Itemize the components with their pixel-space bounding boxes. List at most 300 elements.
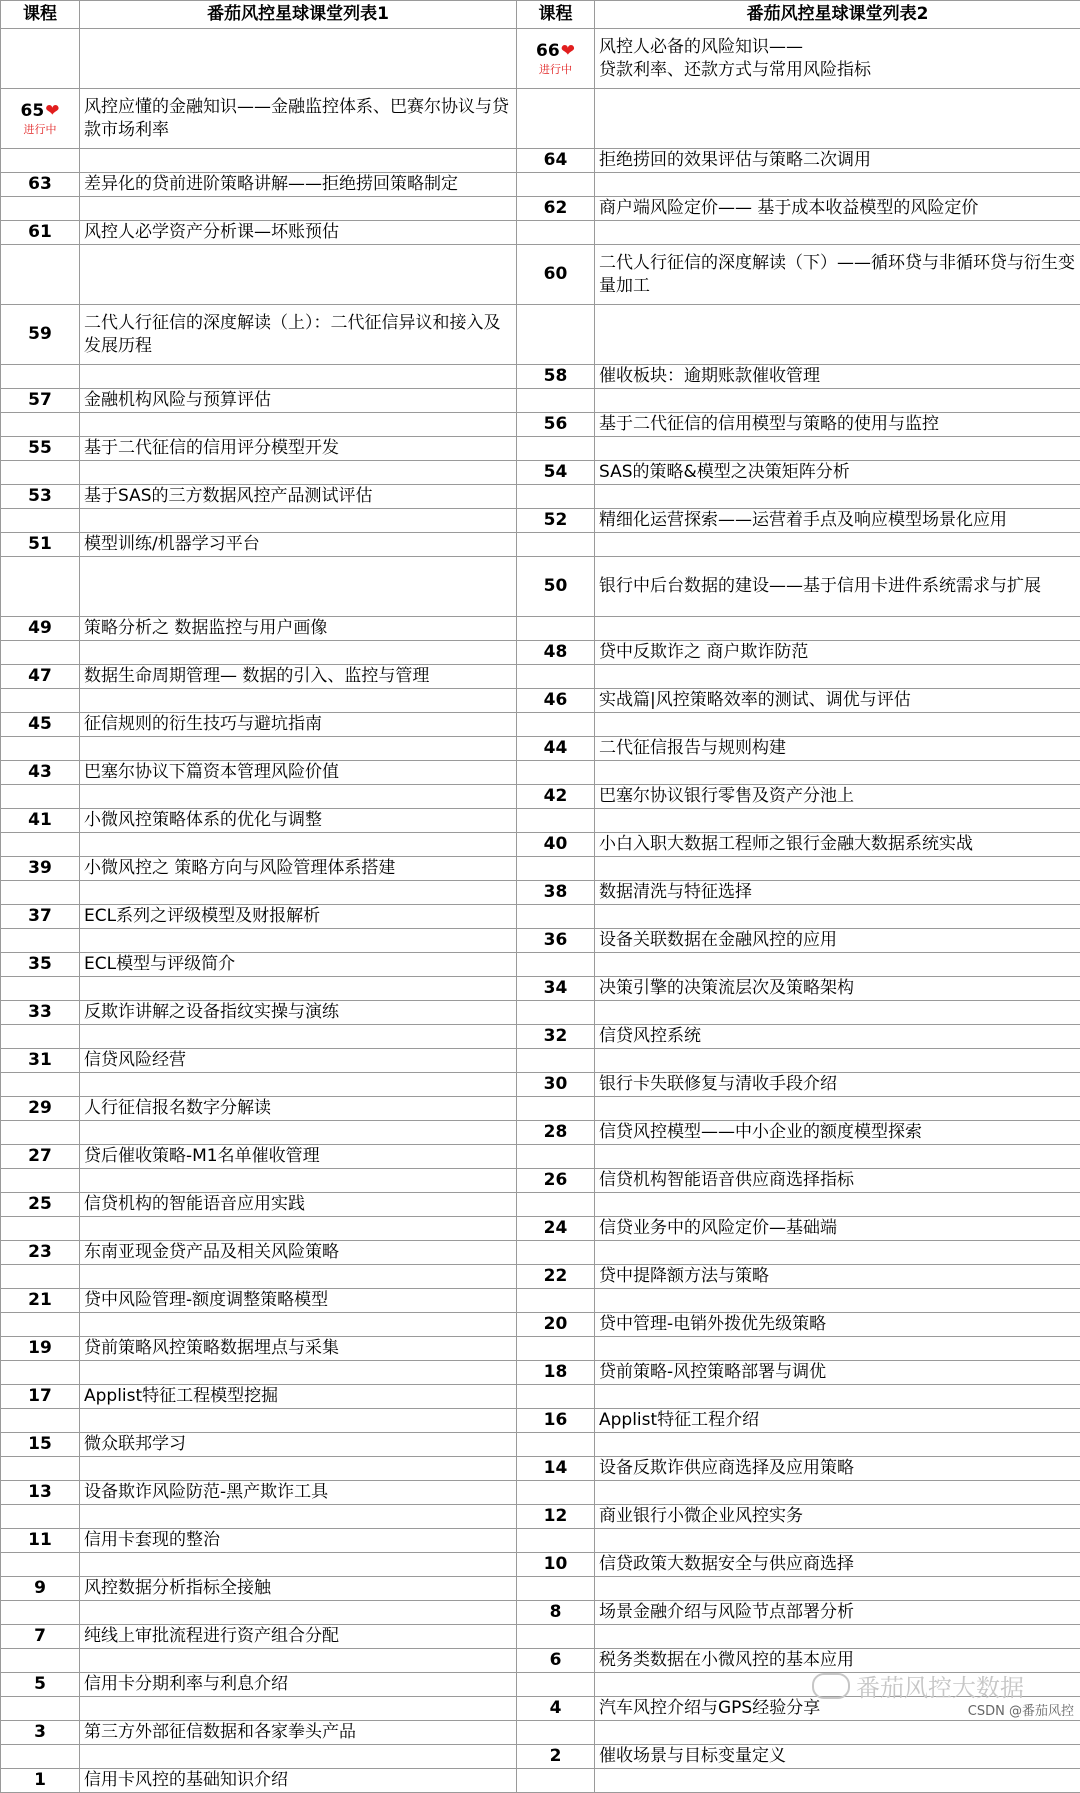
empty-cell: [595, 617, 1080, 641]
table-row: [1, 1097, 1080, 1121]
course-title: 信贷政策大数据安全与供应商选择: [595, 1553, 1080, 1577]
empty-cell: [1, 1601, 80, 1625]
empty-cell: [80, 1217, 517, 1241]
header-course-right: 课程: [517, 1, 595, 29]
empty-cell: [595, 89, 1080, 149]
empty-cell: [80, 1409, 517, 1433]
table-row: [1, 485, 1080, 509]
table-row: [1, 1481, 1080, 1505]
course-number: 8: [517, 1601, 595, 1625]
course-title: 设备关联数据在金融风控的应用: [595, 929, 1080, 953]
course-number: 4: [517, 1697, 595, 1721]
empty-cell: [517, 665, 595, 689]
header-list2-title: 番茄风控星球课堂列表2: [595, 1, 1080, 29]
empty-cell: [80, 1457, 517, 1481]
empty-cell: [517, 905, 595, 929]
table-row: [1, 173, 1080, 197]
empty-cell: [517, 1769, 595, 1793]
empty-cell: [1, 1457, 80, 1481]
course-title: 小白入职大数据工程师之银行金融大数据系统实战: [595, 833, 1080, 857]
course-title: 征信规则的衍生技巧与避坑指南: [80, 713, 517, 737]
table-row: [1, 1361, 1080, 1385]
empty-cell: [517, 1241, 595, 1265]
empty-cell: [80, 1601, 517, 1625]
empty-cell: [595, 1433, 1080, 1457]
table-row: [1, 1217, 1080, 1241]
empty-cell: [517, 1625, 595, 1649]
empty-cell: [80, 1745, 517, 1769]
course-title: 模型训练/机器学习平台: [80, 533, 517, 557]
empty-cell: [595, 857, 1080, 881]
course-number: 39: [1, 857, 80, 881]
table-row: [1, 665, 1080, 689]
course-number: 19: [1, 1337, 80, 1361]
empty-cell: [80, 1649, 517, 1673]
table-row: [1, 1601, 1080, 1625]
course-number: 63: [1, 173, 80, 197]
empty-cell: [80, 689, 517, 713]
course-title: 实战篇|风控策略效率的测试、调优与评估: [595, 689, 1080, 713]
table-row: [1, 1505, 1080, 1529]
course-number: 52: [517, 509, 595, 533]
empty-cell: [595, 437, 1080, 461]
empty-cell: [80, 413, 517, 437]
empty-cell: [595, 1241, 1080, 1265]
course-title: 巴塞尔协议银行零售及资产分池上: [595, 785, 1080, 809]
course-number: 18: [517, 1361, 595, 1385]
empty-cell: [80, 1697, 517, 1721]
table-row: [1, 557, 1080, 617]
table-row: [1, 509, 1080, 533]
table-row: [1, 389, 1080, 413]
course-title: 小微风控策略体系的优化与调整: [80, 809, 517, 833]
empty-cell: [595, 221, 1080, 245]
course-title: 信贷风控系统: [595, 1025, 1080, 1049]
course-title: 风控数据分析指标全接触: [80, 1577, 517, 1601]
course-title: 基于二代征信的信用模型与策略的使用与监控: [595, 413, 1080, 437]
course-title: 银行卡失联修复与清收手段介绍: [595, 1073, 1080, 1097]
table-row: [1, 533, 1080, 557]
course-title: 信贷业务中的风险定价—基础端: [595, 1217, 1080, 1241]
empty-cell: [1, 833, 80, 857]
course-number: 60: [517, 245, 595, 305]
table-row: [1, 245, 1080, 305]
empty-cell: [517, 809, 595, 833]
course-number: 2: [517, 1745, 595, 1769]
table-row: [1, 1193, 1080, 1217]
empty-cell: [517, 953, 595, 977]
course-title: 第三方外部征信数据和各家拳头产品: [80, 1721, 517, 1745]
course-number: 37: [1, 905, 80, 929]
heart-icon: ❤: [45, 103, 59, 120]
course-number: 33: [1, 1001, 80, 1025]
empty-cell: [595, 1097, 1080, 1121]
empty-cell: [1, 977, 80, 1001]
ongoing-status: 进行中: [539, 64, 572, 75]
course-table-body: [1, 1, 1080, 1793]
empty-cell: [517, 1193, 595, 1217]
course-title: ECL模型与评级简介: [80, 953, 517, 977]
empty-cell: [80, 1505, 517, 1529]
empty-cell: [517, 1289, 595, 1313]
empty-cell: [1, 1505, 80, 1529]
empty-cell: [595, 173, 1080, 197]
course-number: 58: [517, 365, 595, 389]
course-number: 15: [1, 1433, 80, 1457]
header-list1-title: 番茄风控星球课堂列表1: [80, 1, 517, 29]
course-number: 13: [1, 1481, 80, 1505]
empty-cell: [595, 905, 1080, 929]
course-number: 50: [517, 557, 595, 617]
course-number: 5: [1, 1673, 80, 1697]
course-number: 25: [1, 1193, 80, 1217]
course-number: 44: [517, 737, 595, 761]
empty-cell: [517, 1721, 595, 1745]
empty-cell: [595, 1049, 1080, 1073]
table-row: [1, 413, 1080, 437]
table-row: [1, 617, 1080, 641]
empty-cell: [80, 509, 517, 533]
course-number: 11: [1, 1529, 80, 1553]
course-title: 反欺诈讲解之设备指纹实操与演练: [80, 1001, 517, 1025]
table-row: [1, 713, 1080, 737]
empty-cell: [517, 1337, 595, 1361]
empty-cell: [595, 665, 1080, 689]
table-row: [1, 1577, 1080, 1601]
course-title: 基于SAS的三方数据风控产品测试评估: [80, 485, 517, 509]
course-number: 45: [1, 713, 80, 737]
table-row: [1, 1553, 1080, 1577]
empty-cell: [1, 557, 80, 617]
table-row: [1, 641, 1080, 665]
empty-cell: [517, 1385, 595, 1409]
course-number: 16: [517, 1409, 595, 1433]
course-title: 微众联邦学习: [80, 1433, 517, 1457]
empty-cell: [1, 1217, 80, 1241]
course-number: 3: [1, 1721, 80, 1745]
course-number: 55: [1, 437, 80, 461]
course-number: 57: [1, 389, 80, 413]
empty-cell: [595, 1481, 1080, 1505]
course-title: 贷前策略风控策略数据埋点与采集: [80, 1337, 517, 1361]
course-title: 贷中管理-电销外拨优先级策略: [595, 1313, 1080, 1337]
course-title: 小微风控之 策略方向与风险管理体系搭建: [80, 857, 517, 881]
course-number: 22: [517, 1265, 595, 1289]
empty-cell: [1, 641, 80, 665]
empty-cell: [1, 785, 80, 809]
course-number: 14: [517, 1457, 595, 1481]
table-row: [1, 1049, 1080, 1073]
empty-cell: [80, 785, 517, 809]
empty-cell: [517, 305, 595, 365]
course-number: 32: [517, 1025, 595, 1049]
course-title: 纯线上审批流程进行资产组合分配: [80, 1625, 517, 1649]
empty-cell: [80, 245, 517, 305]
empty-cell: [80, 29, 517, 89]
course-title: 场景金融介绍与风险节点部署分析: [595, 1601, 1080, 1625]
course-title: 设备反欺诈供应商选择及应用策略: [595, 1457, 1080, 1481]
table-row: [1, 1001, 1080, 1025]
empty-cell: [80, 365, 517, 389]
table-row: [1, 1721, 1080, 1745]
empty-cell: [80, 641, 517, 665]
heart-icon: ❤: [561, 43, 575, 60]
course-number-cell: [1, 89, 80, 149]
empty-cell: [1, 737, 80, 761]
empty-cell: [1, 689, 80, 713]
empty-cell: [80, 929, 517, 953]
course-title: 贷中风险管理-额度调整策略模型: [80, 1289, 517, 1313]
table-row: [1, 1073, 1080, 1097]
table-row: [1, 1289, 1080, 1313]
table-row: [1, 1337, 1080, 1361]
empty-cell: [1, 1313, 80, 1337]
empty-cell: [595, 1577, 1080, 1601]
empty-cell: [595, 1193, 1080, 1217]
empty-cell: [517, 761, 595, 785]
course-number: 62: [517, 197, 595, 221]
course-title: 银行中后台数据的建设——基于信用卡进件系统需求与扩展: [595, 557, 1080, 617]
empty-cell: [595, 809, 1080, 833]
course-title: 设备欺诈风险防范-黑产欺诈工具: [80, 1481, 517, 1505]
course-title: 决策引擎的决策流层次及策略架构: [595, 977, 1080, 1001]
empty-cell: [1, 1169, 80, 1193]
course-number: 40: [517, 833, 595, 857]
course-title: 二代人行征信的深度解读（上）：二代征信异议和接入及发展历程: [80, 305, 517, 365]
course-number: 38: [517, 881, 595, 905]
table-row: [1, 1433, 1080, 1457]
course-title: 商户端风险定价—— 基于成本收益模型的风险定价: [595, 197, 1080, 221]
table-row: [1, 365, 1080, 389]
course-number: 17: [1, 1385, 80, 1409]
course-number: 35: [1, 953, 80, 977]
course-number: 10: [517, 1553, 595, 1577]
course-number: 65: [21, 103, 45, 120]
course-title: 贷中反欺诈之 商户欺诈防范: [595, 641, 1080, 665]
course-number: 29: [1, 1097, 80, 1121]
empty-cell: [1, 1121, 80, 1145]
empty-cell: [1, 1745, 80, 1769]
table-row: [1, 1169, 1080, 1193]
empty-cell: [517, 389, 595, 413]
empty-cell: [80, 1073, 517, 1097]
empty-cell: [1, 1265, 80, 1289]
course-number: 21: [1, 1289, 80, 1313]
empty-cell: [517, 1433, 595, 1457]
course-number: 46: [517, 689, 595, 713]
course-title: 二代人行征信的深度解读（下）——循环贷与非循环贷与衍生变量加工: [595, 245, 1080, 305]
table-row: [1, 1457, 1080, 1481]
course-number: 54: [517, 461, 595, 485]
ongoing-row-right: [1, 29, 1080, 89]
empty-cell: [517, 1481, 595, 1505]
course-title: 贷前策略-风控策略部署与调优: [595, 1361, 1080, 1385]
table-row: [1, 437, 1080, 461]
course-number: 59: [1, 305, 80, 365]
course-number: 9: [1, 1577, 80, 1601]
course-number: 20: [517, 1313, 595, 1337]
course-title: 信贷机构智能语音供应商选择指标: [595, 1169, 1080, 1193]
empty-cell: [1, 365, 80, 389]
empty-cell: [80, 149, 517, 173]
empty-cell: [1, 1553, 80, 1577]
course-title: 汽车风控介绍与GPS经验分享: [595, 1697, 1080, 1721]
header-row: [1, 1, 1080, 29]
empty-cell: [1, 1649, 80, 1673]
empty-cell: [1, 149, 80, 173]
course-title: 金融机构风险与预算评估: [80, 389, 517, 413]
table-row: [1, 221, 1080, 245]
course-title: 基于二代征信的信用评分模型开发: [80, 437, 517, 461]
empty-cell: [517, 221, 595, 245]
empty-cell: [80, 881, 517, 905]
empty-cell: [595, 1625, 1080, 1649]
course-number: 51: [1, 533, 80, 557]
course-number-cell: [517, 29, 595, 89]
empty-cell: [595, 953, 1080, 977]
empty-cell: [517, 1529, 595, 1553]
course-title: 信用卡套现的整治: [80, 1529, 517, 1553]
empty-cell: [80, 1025, 517, 1049]
course-title: 税务类数据在小微风控的基本应用: [595, 1649, 1080, 1673]
empty-cell: [1, 1073, 80, 1097]
table-row: [1, 1529, 1080, 1553]
course-number: 66: [536, 43, 560, 60]
empty-cell: [517, 1673, 595, 1697]
course-title: 精细化运营探索——运营着手点及响应模型场景化应用: [595, 509, 1080, 533]
table-row: [1, 1145, 1080, 1169]
empty-cell: [517, 617, 595, 641]
table-row: [1, 977, 1080, 1001]
empty-cell: [1, 29, 80, 89]
course-number: 24: [517, 1217, 595, 1241]
course-title: 贷中提降额方法与策略: [595, 1265, 1080, 1289]
course-number: 7: [1, 1625, 80, 1649]
empty-cell: [595, 1721, 1080, 1745]
course-title: 信用卡分期利率与利息介绍: [80, 1673, 517, 1697]
empty-cell: [517, 1577, 595, 1601]
table-row: [1, 857, 1080, 881]
table-row: [1, 929, 1080, 953]
table-row: [1, 1625, 1080, 1649]
empty-cell: [595, 389, 1080, 413]
empty-cell: [1, 197, 80, 221]
empty-cell: [595, 761, 1080, 785]
course-number: 36: [517, 929, 595, 953]
empty-cell: [80, 1121, 517, 1145]
empty-cell: [595, 1289, 1080, 1313]
course-title: 催收场景与目标变量定义: [595, 1745, 1080, 1769]
empty-cell: [517, 1049, 595, 1073]
empty-cell: [517, 1001, 595, 1025]
table-row: [1, 881, 1080, 905]
course-number: 49: [1, 617, 80, 641]
empty-cell: [80, 737, 517, 761]
course-number: 64: [517, 149, 595, 173]
empty-cell: [517, 713, 595, 737]
empty-cell: [517, 1145, 595, 1169]
course-title: ECL系列之评级模型及财报解析: [80, 905, 517, 929]
course-number: 42: [517, 785, 595, 809]
empty-cell: [595, 713, 1080, 737]
table-row: [1, 809, 1080, 833]
csdn-credit: CSDN @番茄风控: [968, 1700, 1074, 1719]
empty-cell: [1, 881, 80, 905]
table-row: [1, 1025, 1080, 1049]
course-number: 30: [517, 1073, 595, 1097]
course-title: 东南亚现金贷产品及相关风险策略: [80, 1241, 517, 1265]
course-title: 差异化的贷前进阶策略讲解——拒绝捞回策略制定: [80, 173, 517, 197]
empty-cell: [595, 533, 1080, 557]
empty-cell: [1, 1409, 80, 1433]
empty-cell: [1, 1025, 80, 1049]
wechat-logo-icon: [812, 1673, 850, 1699]
empty-cell: [80, 833, 517, 857]
course-title: 数据生命周期管理— 数据的引入、监控与管理: [80, 665, 517, 689]
empty-cell: [517, 437, 595, 461]
course-number: 41: [1, 809, 80, 833]
course-title: 风控人必备的风险知识—— 贷款利率、还款方式与常用风险指标: [595, 29, 1080, 89]
table-row: [1, 785, 1080, 809]
course-number: 48: [517, 641, 595, 665]
course-number: 43: [1, 761, 80, 785]
course-title: 贷后催收策略-M1名单催收管理: [80, 1145, 517, 1169]
table-row: [1, 953, 1080, 977]
course-title: 信贷机构的智能语音应用实践: [80, 1193, 517, 1217]
table-row: [1, 1241, 1080, 1265]
course-title: Applist特征工程介绍: [595, 1409, 1080, 1433]
empty-cell: [80, 1361, 517, 1385]
empty-cell: [595, 305, 1080, 365]
course-title: Applist特征工程模型挖掘: [80, 1385, 517, 1409]
course-number: 27: [1, 1145, 80, 1169]
table-row: [1, 737, 1080, 761]
empty-cell: [517, 173, 595, 197]
empty-cell: [80, 977, 517, 1001]
course-number: 56: [517, 413, 595, 437]
empty-cell: [595, 1145, 1080, 1169]
table-row: [1, 1121, 1080, 1145]
table-row: [1, 1409, 1080, 1433]
watermark-text: 番茄风控大数据: [856, 1668, 1024, 1703]
empty-cell: [1, 461, 80, 485]
empty-cell: [80, 461, 517, 485]
course-number: 34: [517, 977, 595, 1001]
course-title: 巴塞尔协议下篇资本管理风险价值: [80, 761, 517, 785]
course-title: 二代征信报告与规则构建: [595, 737, 1080, 761]
course-title: 拒绝捞回的效果评估与策略二次调用: [595, 149, 1080, 173]
course-number: 6: [517, 1649, 595, 1673]
empty-cell: [517, 89, 595, 149]
course-number: 23: [1, 1241, 80, 1265]
course-title: 催收板块：逾期账款催收管理: [595, 365, 1080, 389]
ongoing-status: 进行中: [24, 124, 57, 135]
empty-cell: [1, 509, 80, 533]
table-row: [1, 1745, 1080, 1769]
empty-cell: [1, 1361, 80, 1385]
ongoing-row-left: [1, 89, 1080, 149]
course-number: 12: [517, 1505, 595, 1529]
course-title: 数据清洗与特征选择: [595, 881, 1080, 905]
table-row: [1, 305, 1080, 365]
table-row: [1, 833, 1080, 857]
course-number: 61: [1, 221, 80, 245]
empty-cell: [80, 1169, 517, 1193]
course-title: SAS的策略&模型之决策矩阵分析: [595, 461, 1080, 485]
empty-cell: [595, 485, 1080, 509]
course-title: 风控人必学资产分析课—坏账预估: [80, 221, 517, 245]
course-title: 信贷风控模型——中小企业的额度模型探索: [595, 1121, 1080, 1145]
